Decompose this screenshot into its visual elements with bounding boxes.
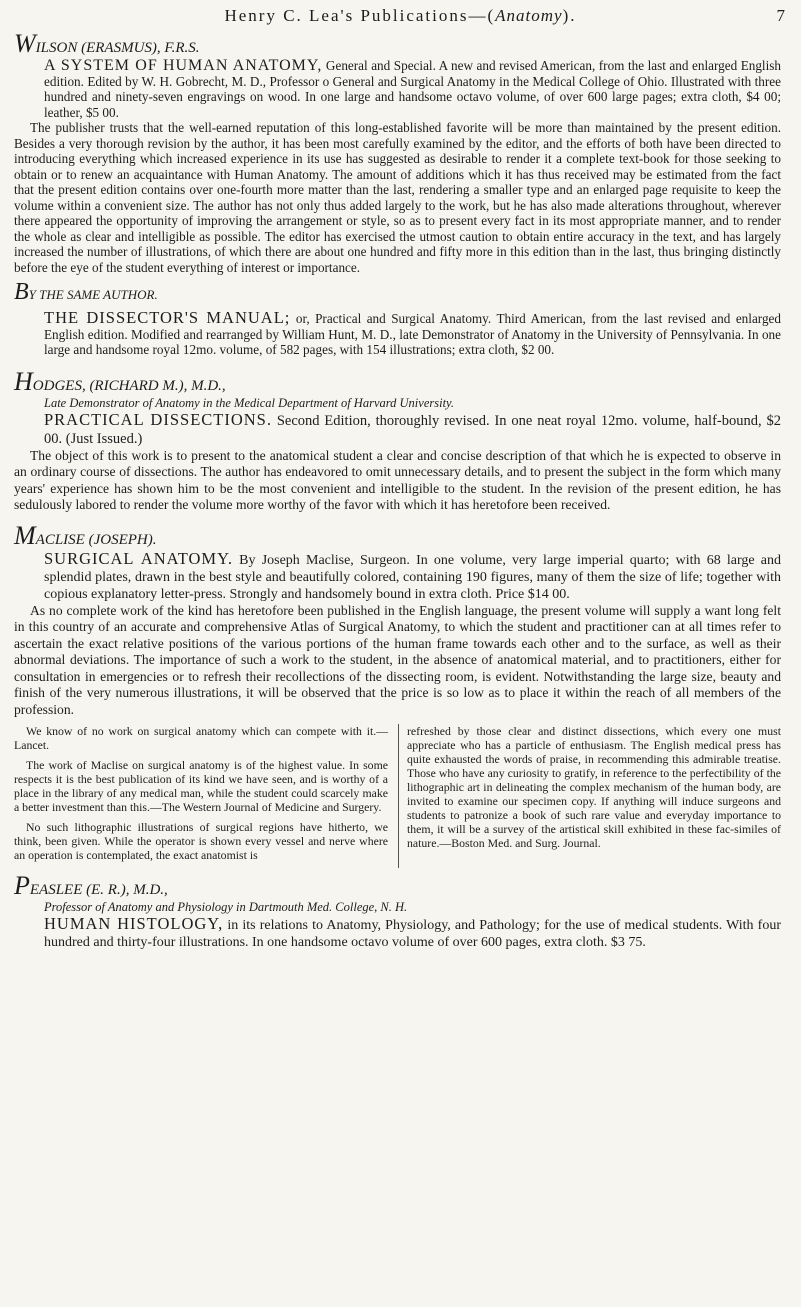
book-description bbox=[44, 411, 781, 448]
author-name: ODGES, (RICHARD M.), M.D., bbox=[32, 377, 226, 394]
book-details: General and Special. A new and revised American, from the last and enlarged English edition. Edited by W. H. Gobrecht, M. D., Professor o General and Surgical Anatomy in the Medical College of Ohio. Illustrated with three hundred and ninety-seven engravings on wood. In one large and handsome octavo volume, of over 600 large pages; extra cloth, $4 00; leather, $5 00. bbox=[44, 58, 781, 120]
author-heading bbox=[14, 366, 781, 396]
book-title: A SYSTEM OF HUMAN ANATOMY, bbox=[44, 57, 323, 74]
entry-peaslee bbox=[14, 871, 781, 951]
header-title-suffix: ). bbox=[562, 6, 577, 25]
header-title-prefix: Henry C. Lea's Publications—( bbox=[224, 6, 496, 25]
page-number: 7 bbox=[776, 6, 787, 25]
book-title: THE DISSECTOR'S MANUAL; bbox=[44, 308, 291, 327]
page-content bbox=[14, 29, 782, 951]
author-name: ACLISE (JOSEPH). bbox=[35, 531, 157, 548]
book-title: SURGICAL ANATOMY. bbox=[44, 548, 233, 568]
book-description bbox=[44, 915, 781, 951]
review-quote: No such lithographic illustrations of surgical regions have hitherto, we think, been given. While the operator is shown every vessel and nerve where an operation is contemplated, the exact anatomist is bbox=[14, 820, 388, 862]
author-heading bbox=[14, 871, 781, 900]
author-heading bbox=[14, 29, 781, 58]
author-initial: W bbox=[14, 29, 36, 58]
entry-maclise bbox=[14, 520, 782, 869]
review-quote: refreshed by those clear and distinct dissections, which every one must appreciate who has a particle of enthusiasm. The English medical press has quite exhausted the words of praise, in recommending this admirable treatise. Those who have any curiosity to gratify, in reference to the perfectibility of the lithographic art in delineating the complex mechanism of the human body, are invited to examine our specimen copy. If anything will induce surgeons and students to patronize a book of such rare value and everyday importance to them, it will be a survey of the artistical skill exhibited in these fac-similes of nature.—Boston Med. and Surg. Journal. bbox=[407, 724, 781, 850]
author-initial: P bbox=[14, 871, 30, 900]
author-heading bbox=[14, 520, 781, 550]
book-details: By Joseph Maclise, Surgeon. In one volume, very large imperial quarto; with 68 large and splendid plates, drawn in the best style and beautifully colored, containing 190 figures, many of them the size of life; together with copious explanatory letter-press. Strongly and handsomely bound in extra cloth. Price $14 00. bbox=[44, 552, 782, 602]
quotes-left-column bbox=[14, 724, 388, 868]
running-header bbox=[0, 6, 801, 30]
header-title-italic: Anatomy bbox=[495, 6, 563, 25]
byline-initial: B bbox=[14, 279, 29, 305]
quotes-right-column bbox=[398, 724, 781, 868]
book-body: The object of this work is to present to the anatomical student a clear and concise description of that which he is expected to observe in an ordinary course of dissections. The author has endeavored to omit unnecessary details, and to present the subject in the form which many years' experience has shown him to be the most convenient and intelligible to the student. In the revision of the present edition, he has sedulously labored to render the volume more worthy of the favor with which it has heretofore been received. bbox=[14, 447, 781, 512]
author-affiliation: Late Demonstrator of Anatomy in the Medical Department of Harvard University. bbox=[44, 395, 455, 410]
book-details: in its relations to Anatomy, Physiology, and Pathology; for the use of medical students. With four hundred and thirty-four illustrations. In one handsome octavo volume of over 600 pages, extra cloth. $3 75. bbox=[44, 918, 781, 950]
book-description bbox=[44, 58, 781, 120]
review-quotes bbox=[14, 724, 781, 868]
review-quote: The work of Maclise on surgical anatomy is of the highest value. In some respects it is the best publication of its kind we have seen, and is worthy of a place in the library of any medical man, while the student could scarcely make a better investment than this.—The Western Journal of Medicine and Surgery. bbox=[14, 758, 388, 814]
byline bbox=[14, 279, 781, 306]
book-body: The publisher trusts that the well-earned reputation of this long-established favorite will be more than maintained by the present edition. Besides a very thorough revision by the author, it has been most carefully examined by the editor, and the efforts of both have been directed to introducing everything which increased experience in its use has suggested as desirable to render it a complete text-book for those seeking to obtain or to renew an acquaintance with Human Anatomy. The amount of additions which it has thus received may be estimated from the fact that the present edition contains over one-fourth more matter than the last, rendering a smaller type and an enlarged page requisite to keep the volume within a convenient size. The author has not only thus added largely to the work, but he has also made alterations throughout, wherever there appeared the opportunity of improving the arrangement or style, so as to present every fact in its most appropriate manner, and to render the whole as clear and intelligible as possible. The editor has exercised the utmost caution to obtain entire accuracy in the text, and has largely increased the number of illustrations, of which there are about one hundred and fifty more in this edition than in the last, thus bringing distinctly before the eye of the student everything of interest or importance. bbox=[14, 120, 781, 275]
author-affiliation: Professor of Anatomy and Physiology in Dartmouth Med. College, N. H. bbox=[44, 900, 408, 914]
book-title: PRACTICAL DISSECTIONS. bbox=[44, 409, 272, 429]
entry-hodges bbox=[14, 366, 781, 514]
book-details: or, Practical and Surgical Anatomy. Third American, from the last revised and enlarged English edition. Modified and rearranged by William Hunt, M. D., late Demonstrator of Anatomy in the University of Pennsylvania. In one large and handsome royal 12mo. volume, of 582 pages, with 154 illustrations; extra cloth, $2 00. bbox=[44, 311, 781, 357]
book-description bbox=[44, 310, 781, 358]
entry-dissectors-manual bbox=[14, 279, 781, 358]
header-title bbox=[0, 6, 801, 26]
byline-text: Y THE SAME AUTHOR. bbox=[28, 287, 158, 302]
entry-wilson bbox=[14, 29, 781, 275]
book-description bbox=[44, 550, 781, 603]
book-body: As no complete work of the kind has heretofore been published in the English language, the present volume will supply a want long felt in this country of an accurate and comprehensive Atlas of Surgical Anatomy, to which the student and practitioner can at all times refer to ascertain the exact relative positions of the various portions of the human frame towards each other and to the surface, as well as their abnormal deviations. The importance of such a work to the student, in the absence of anatomical material, and to practitioners, either for consultation in emergencies or to refresh their recollections of the dissecting room, is evident. Notwithstanding the large size, beauty and finish of the very numerous illustrations, it will be observed that the price is so low as to place it within the reach of all members of the profession. bbox=[14, 602, 781, 717]
author-initial: H bbox=[14, 366, 33, 396]
author-name: EASLEE (E. R.), M.D., bbox=[29, 882, 168, 898]
book-title: HUMAN HISTOLOGY, bbox=[44, 914, 224, 933]
review-quote: We know of no work on surgical anatomy which can compete with it.—Lancet. bbox=[14, 724, 388, 752]
author-name: ILSON (ERASMUS), F.R.S. bbox=[35, 40, 200, 56]
book-details: Second Edition, thoroughly revised. In one neat royal 12mo. volume, half-bound, $2 00. (Just Issued.) bbox=[44, 412, 781, 447]
author-initial: M bbox=[14, 520, 36, 550]
